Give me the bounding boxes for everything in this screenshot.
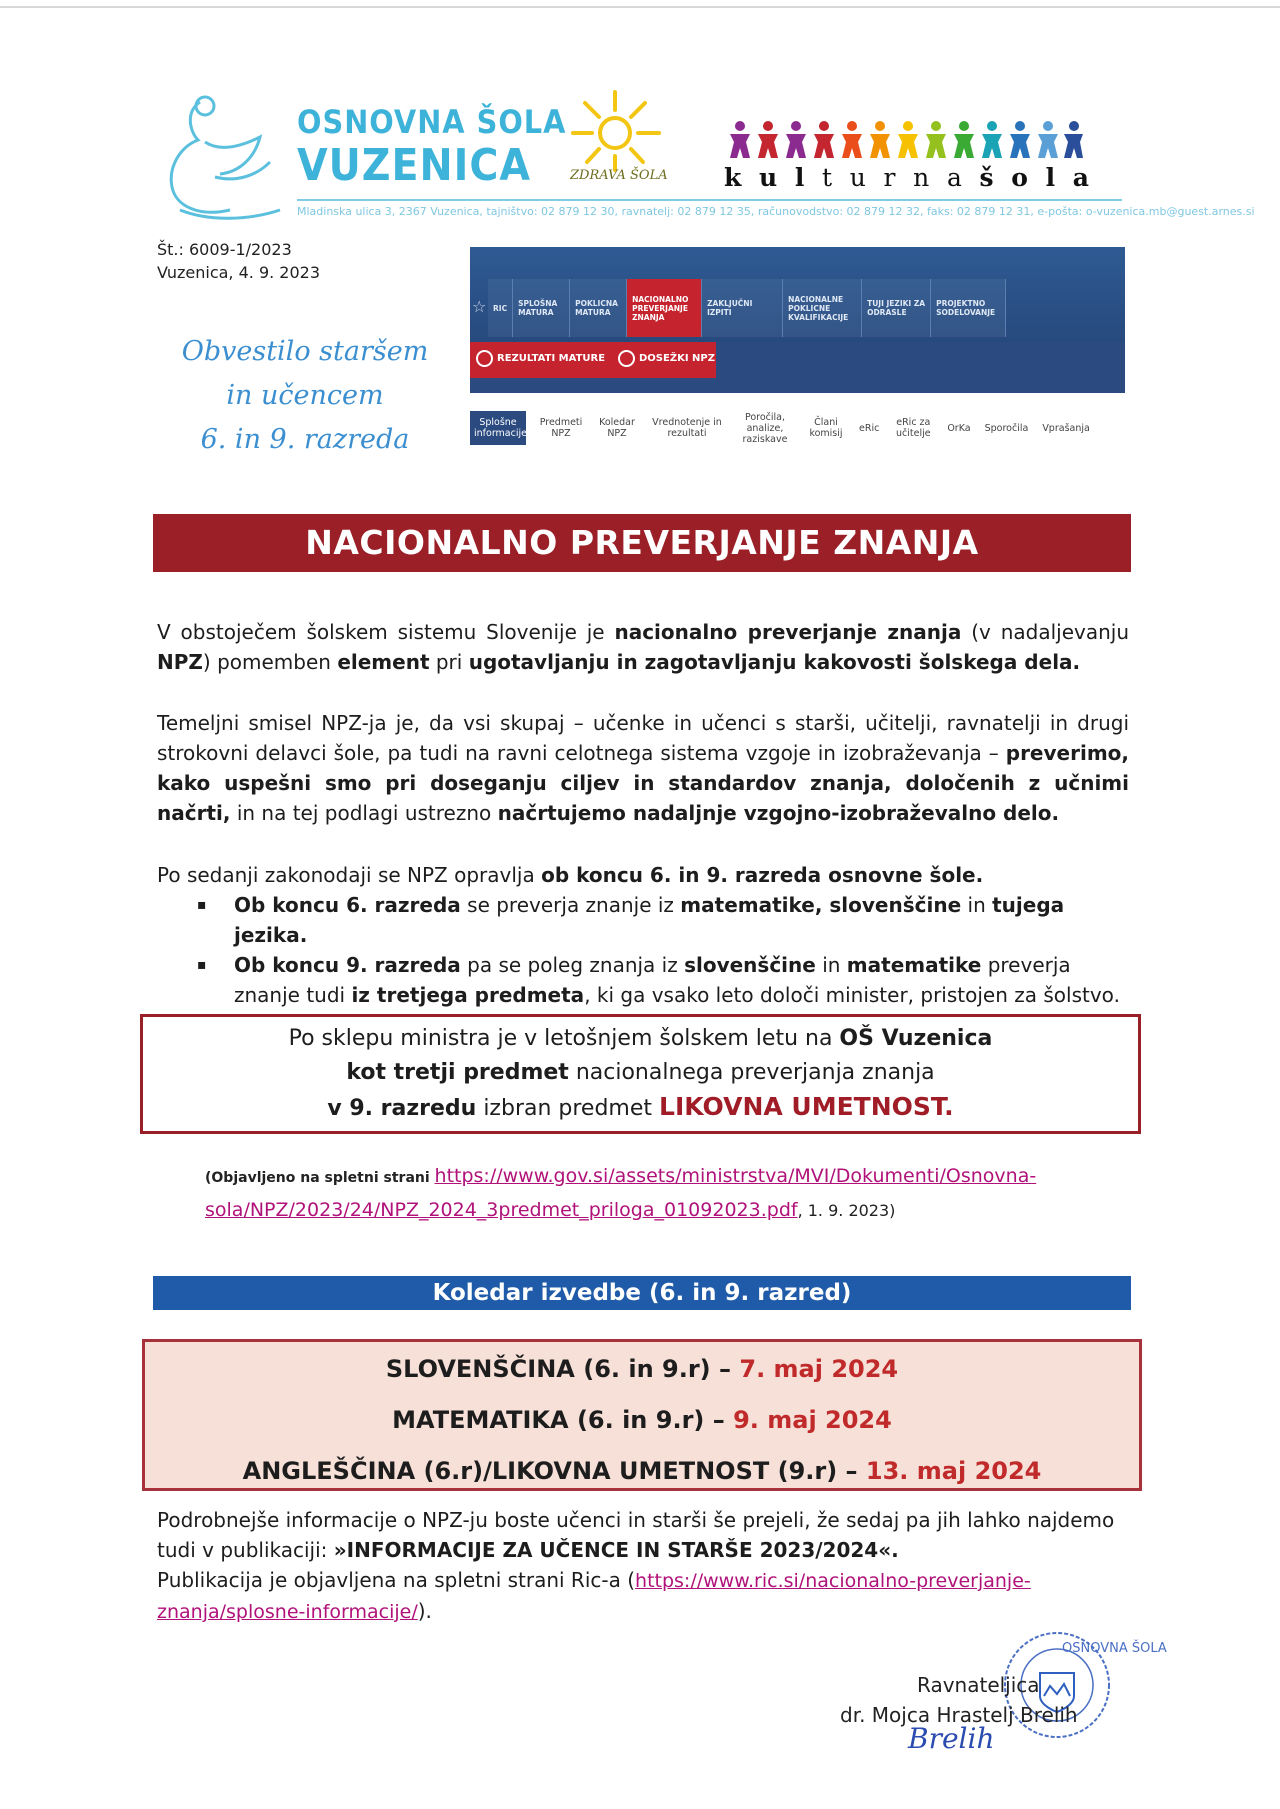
text: nacionalnega preverjanja znanja <box>568 1060 935 1085</box>
text: V obstoječem šolskem sistemu Slovenije je <box>157 620 615 644</box>
nav-item-npk[interactable]: NACIONALNE POKLICNE KVALIFIKACIJE <box>783 279 862 337</box>
notice-line1: Obvestilo staršem <box>181 336 429 367</box>
text: preverja znanje tudi <box>234 953 1071 1007</box>
paragraph-purpose <box>157 708 1129 828</box>
kultura-letter: u <box>849 163 866 192</box>
kultura-letter: o <box>1011 163 1028 192</box>
kultura-letter: š <box>979 163 994 192</box>
citation-prefix: (Objavljeno na spletni strani <box>205 1170 435 1186</box>
calendar-subject: SLOVENŠČINA (6. in 9.r) – <box>385 1355 740 1383</box>
subnav-clani-komisij[interactable]: Člani komisij <box>809 417 843 439</box>
place-date: Vuzenica, 4. 9. 2023 <box>157 263 321 282</box>
text-bold: OŠ Vuzenica <box>839 1026 993 1051</box>
text: in <box>815 953 847 977</box>
star-icon: ☆ <box>472 297 487 316</box>
nav-item-zakljucni-izpiti[interactable]: ZAKLJUČNI IZPITI <box>702 279 783 337</box>
citation-suffix: , 1. 9. 2023) <box>797 1201 896 1220</box>
kultura-letter: r <box>883 163 896 192</box>
handwritten-notice <box>155 330 455 462</box>
bullet-list <box>197 890 1132 1010</box>
notice-line3: 6. in 9. razreda <box>200 424 410 455</box>
list-item <box>197 890 1132 950</box>
paragraph-more-info <box>157 1505 1129 1627</box>
box-line1 <box>143 1022 1138 1056</box>
header-divider <box>297 199 1122 201</box>
kultura-letter: k <box>724 163 742 192</box>
website-red-bar <box>470 342 716 378</box>
nav-item-splosna-matura[interactable]: SPLOŠNA MATURA <box>513 279 570 337</box>
school-name-line1: OSNOVNA ŠOLA <box>297 103 567 141</box>
zdrava-sola-label: ZDRAVA ŠOLA <box>570 168 668 183</box>
text: izbran predmet <box>476 1096 660 1121</box>
handwritten-signature: Brelih <box>908 1722 995 1755</box>
subnav-orka[interactable]: OrKa <box>947 422 971 434</box>
text-bold: Ob koncu 9. razreda <box>234 953 461 977</box>
calendar-row <box>145 1344 1139 1395</box>
text-bold: preverimo, kako uspešni smo pri doseganju ciljev in standardov znanja, določenih z učnimi načrti, <box>157 741 1129 825</box>
nav-item-tuji-jeziki[interactable]: TUJI JEZIKI ZA ODRASLE <box>862 279 931 337</box>
citation <box>205 1160 1085 1227</box>
kultura-letter: n <box>913 163 930 192</box>
text: pri <box>429 650 469 674</box>
nav-item-projektno-sodelovanje[interactable]: PROJEKTNO SODELOVANJE <box>931 279 1006 337</box>
school-address: Mladinska ulica 3, 2367 Vuzenica, tajništvo: 02 879 12 30, ravnatelj: 02 879 12 35, računovodstvo: 02 879 12 32, faks: 02 879 12 31, e-pošta: o-vuzenica.mb@guest.arnes.si <box>297 205 1255 218</box>
text: pa se poleg znanja iz <box>460 953 685 977</box>
kultura-letter: t <box>822 163 833 192</box>
subnav-sporocila[interactable]: Sporočila <box>984 422 1029 434</box>
text: ) pomemben <box>202 650 338 674</box>
nav-item-ric[interactable]: RIC <box>488 279 513 337</box>
rezultati-mature-label: REZULTATI MATURE <box>497 353 606 364</box>
text-bold: matematike, slovenščine <box>680 893 962 917</box>
calendar-date: 7. maj 2024 <box>739 1355 899 1383</box>
list-item <box>197 950 1132 1010</box>
ric-link[interactable]: https://www.ric.si/nacionalno-preverjanje-znanja/splosne-informacije/ <box>157 1570 1031 1623</box>
kulturna-sola-wordmark <box>724 163 1089 192</box>
subnav-eric-ucitelji[interactable]: eRic za učitelje <box>896 417 931 439</box>
kultura-letter: a <box>1072 163 1089 192</box>
citation-link[interactable]: https://www.gov.si/assets/ministrstva/MVI/Dokumenti/Osnovna-sola/NPZ/2023/24/NPZ_2024_3predmet_priloga_01092023.pdf <box>205 1165 1037 1221</box>
calendar-subject: ANGLEŠČINA (6.r)/LIKOVNA UMETNOST (9.r) – <box>242 1457 866 1485</box>
signature-role: Ravnateljica <box>917 1673 1040 1697</box>
text-bold: nacionalno preverjanje znanja <box>614 620 962 644</box>
notice-line2: in učencem <box>226 380 384 411</box>
circle-icon <box>618 350 635 367</box>
text: ). <box>417 1599 432 1623</box>
text: in <box>961 893 993 917</box>
box-line2 <box>143 1056 1138 1090</box>
calendar-row <box>145 1395 1139 1446</box>
text: , ki ga vsako leto določi minister, pristojen za šolstvo. <box>584 983 1120 1007</box>
text: Publikacija je objavljena na spletni strani Ric-a ( <box>157 1568 636 1592</box>
text-bold: Ob koncu 6. razreda <box>234 893 461 917</box>
website-nav <box>488 279 1006 337</box>
text: in na tej podlagi ustrezno <box>230 801 498 825</box>
text: Po sklepu ministra je v letošnjem šolskem letu na <box>288 1026 840 1051</box>
scan-top-line <box>0 6 1280 8</box>
calendar-subject: MATEMATIKA (6. in 9.r) – <box>392 1406 734 1434</box>
subnav-predmeti-npz[interactable]: Predmeti NPZ <box>539 417 583 439</box>
rezultati-mature-button[interactable] <box>476 350 605 367</box>
text-bold: ugotavljanju in zagotavljanju kakovosti šolskega dela. <box>468 650 1081 674</box>
school-name-line2: VUZENICA <box>297 140 532 191</box>
calendar-box <box>142 1339 1142 1491</box>
nav-item-poklicna-matura[interactable]: POKLICNA MATURA <box>570 279 627 337</box>
text: se preverja znanje iz <box>460 893 681 917</box>
highlight-subject: LIKOVNA UMETNOST. <box>659 1092 954 1121</box>
page-title: NACIONALNO PREVERJANJE ZNANJA <box>153 514 1131 572</box>
text-bold: ob koncu 6. in 9. razreda osnovne šole. <box>541 863 984 887</box>
text-bold: kot tretji predmet <box>346 1060 569 1085</box>
text-bold: element <box>337 650 430 674</box>
dosezki-npz-button[interactable] <box>618 350 715 367</box>
reference-block <box>157 238 320 284</box>
website-screenshot <box>470 247 1125 393</box>
subnav-splosne-informacije[interactable]: Splošne informacije <box>470 411 526 445</box>
subnav-vrednotenje[interactable]: Vrednotenje in rezultati <box>652 417 722 439</box>
school-logo-figure-icon <box>160 92 285 222</box>
kultura-letter: u <box>759 163 778 192</box>
calendar-date: 13. maj 2024 <box>865 1457 1042 1485</box>
paragraph-intro <box>157 617 1129 677</box>
subnav-vprasanja[interactable]: Vprašanja <box>1042 422 1090 434</box>
signature-name: dr. Mojca Hrastelj Brelih <box>840 1703 1078 1727</box>
stamp-text: OSNOVNA ŠOLA <box>1062 1641 1167 1656</box>
text-bold: tujega jezika. <box>234 893 1065 947</box>
text-bold: v 9. razredu <box>327 1096 477 1121</box>
subnav-eric[interactable]: eRic <box>859 422 880 434</box>
kultura-letter: l <box>1045 163 1056 192</box>
text: (v nadaljevanju <box>961 620 1129 644</box>
kultura-letter: a <box>946 163 962 192</box>
box-line3 <box>143 1090 1138 1126</box>
text-bold: matematike <box>846 953 982 977</box>
text-bold: iz tretjega predmeta <box>351 983 585 1007</box>
text-bold: »INFORMACIJE ZA UČENCE IN STARŠE 2023/2024«. <box>333 1538 899 1562</box>
calendar-row <box>145 1446 1139 1497</box>
text-bold: slovenščine <box>684 953 816 977</box>
paragraph-law <box>157 860 1129 890</box>
kultura-letter: l <box>794 163 805 192</box>
circle-icon <box>476 350 493 367</box>
text: Po sedanji zakonodaji se NPZ opravlja <box>157 863 542 887</box>
nav-item-npz[interactable]: NACIONALNO PREVERJANJE ZNANJA <box>627 279 702 337</box>
dosezki-npz-label: DOSEŽKI NPZ <box>639 353 715 364</box>
calendar-title: Koledar izvedbe (6. in 9. razred) <box>153 1276 1131 1310</box>
text: Temeljni smisel NPZ-ja je, da vsi skupaj – učenke in učenci s starši, učitelji, ravnatelji in drugi strokovni delavci šole, pa tudi na ravni celotnega sistema vzgoje in izobraževanja – <box>157 711 1129 765</box>
kulturna-sola-figures-icon <box>728 120 1083 160</box>
website-subnav <box>470 407 1130 449</box>
document-number: Št.: 6009-1/2023 <box>157 240 292 259</box>
text: Podrobnejše informacije o NPZ-ju boste učenci in starši še prejeli, že sedaj pa jih lahko najdemo tudi v publikaciji: <box>157 1508 1115 1562</box>
calendar-date: 9. maj 2024 <box>733 1406 892 1434</box>
subnav-porocila[interactable]: Poročila, analize, raziskave <box>742 411 788 445</box>
third-subject-box <box>140 1014 1141 1134</box>
text-bold: načrtujemo nadaljnje vzgojno-izobraževalno delo. <box>497 801 1060 825</box>
text-bold: NPZ <box>157 650 203 674</box>
subnav-koledar-npz[interactable]: Koledar NPZ <box>599 417 635 439</box>
